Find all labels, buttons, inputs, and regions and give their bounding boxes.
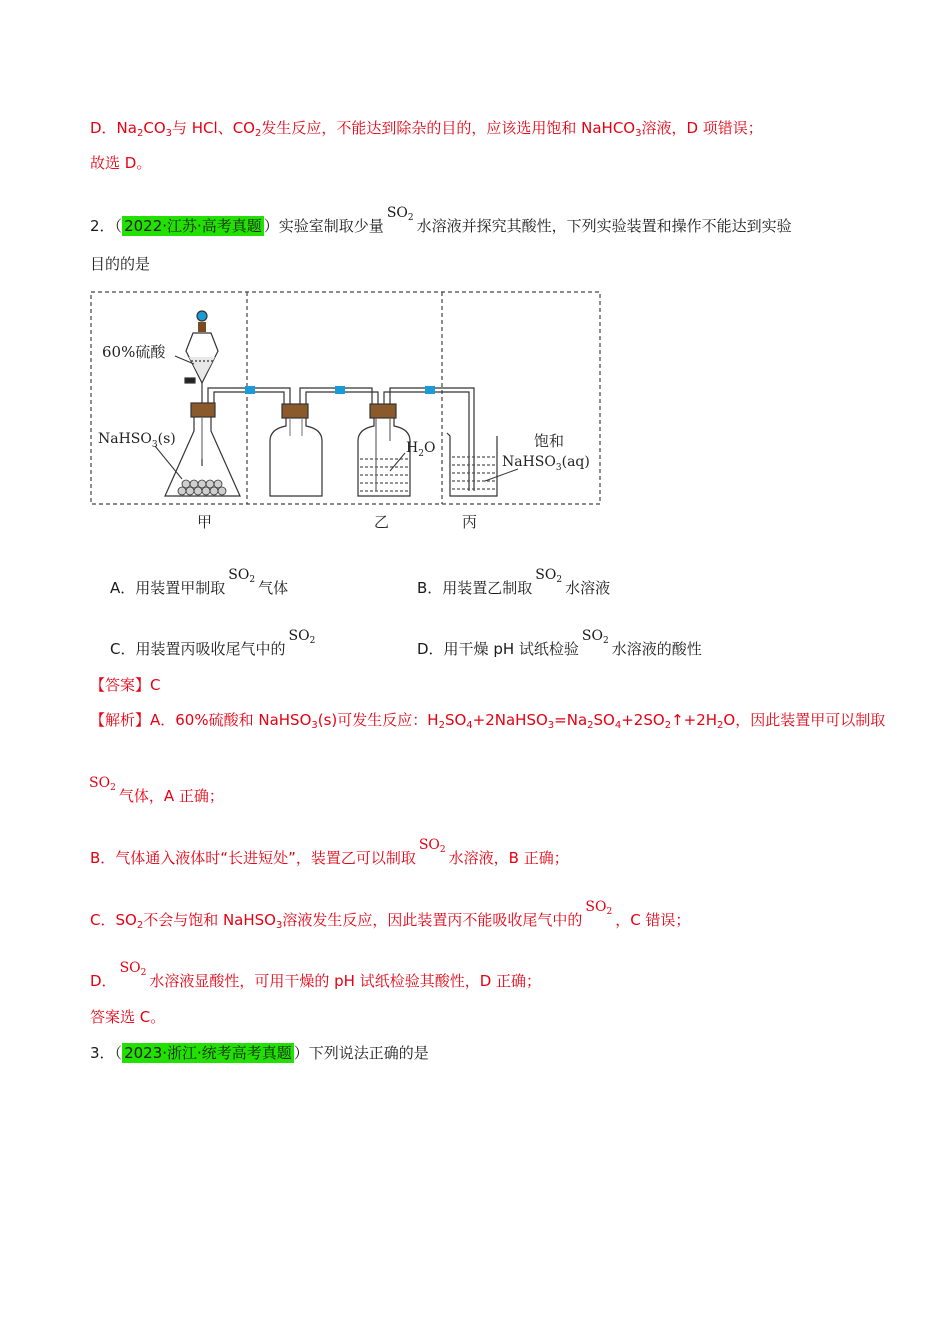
svg-text:NaHSO3(aq): NaHSO$_3$(aq) <box>502 454 590 473</box>
analysis-line3: B．气体通入液体时“长进短处”，装置乙可以制取$SO_2$ 水溶液，B 正确； <box>90 837 569 867</box>
analysis-line5: D．$SO_2$ 水溶液显酸性，可用干燥的 pH 试纸检验其酸性，D 正确； <box>90 960 542 990</box>
option-c: C．用装置丙吸收尾气中的$SO_2$ <box>110 628 316 658</box>
option-d: D．用干燥 pH 试纸检验$SO_2$ 水溶液的酸性 <box>417 628 702 658</box>
option-a: A．用装置甲制取$SO_2$ 气体 <box>110 567 289 597</box>
so2-formula: $SO_2$ <box>581 628 609 646</box>
analysis-line4: C．$SO_2$不会与饱和 NaHSO$_3$溶液发生反应，因此装置丙不能吸收尾气中的$SO_2$ ，C 错误； <box>90 899 691 931</box>
label-yi: 乙 <box>374 513 390 531</box>
empty-bottle <box>270 404 322 496</box>
conical-flask <box>165 403 240 496</box>
analysis-line1: 【解析】A．60%硫酸和 NaHSO$_3$(s)可发生反应：$H_2SO_4+2NaHSO_3=Na_2SO_4+2SO_2↑+2H_2O$，因此装置甲可以制取 <box>90 711 886 731</box>
analysis-line2: $SO_2$ 气体，A 正确； <box>89 775 224 805</box>
apparatus-diagram <box>90 291 602 536</box>
so2-formula: $SO_2$ <box>228 567 256 585</box>
so2-formula: $SO_2$ <box>288 628 316 646</box>
so2-formula: $SO_2$ <box>89 775 116 793</box>
q2-number: 2． <box>90 217 115 235</box>
label-bing: 丙 <box>462 513 478 531</box>
valves <box>245 386 435 394</box>
prev-conclusion: 故选 D。 <box>90 154 152 172</box>
q2-stem-line1: 2．（ 2022·江苏·高考真题 ）实验室制取少量$SO_2$ 水溶液并探究其酸性，下列实验装置和操作不能达到实验 <box>90 205 792 235</box>
svg-text:H2O: $H_2O$ <box>406 440 436 459</box>
so2-formula: $SO_2$ <box>585 899 613 917</box>
analysis-conclusion: 答案选 C。 <box>90 1008 166 1026</box>
q3-stem: 3．（ 2023·浙江·统考高考真题 ）下列说法正确的是 <box>90 1044 429 1062</box>
q3-source-tag: 2023·浙江·统考高考真题 <box>124 1044 292 1062</box>
so2-formula: $SO_2$ <box>535 567 563 585</box>
label-jia: 甲 <box>197 513 213 531</box>
so2-formula: $SO_2$ <box>119 960 147 978</box>
prev-option-d: D．$Na_2CO_3$与 HCl、$CO_2$发生反应，不能达到除杂的目的，应该选用饱和 NaHCO$_3$溶液，D 项错误； <box>90 119 763 139</box>
option-b: B．用装置乙制取$SO_2$ 水溶液 <box>417 567 611 597</box>
water-bottle <box>358 404 410 496</box>
q2-source-tag: 2022·江苏·高考真题 <box>124 217 262 235</box>
svg-text:60%硫酸: 60%硫酸 <box>102 343 166 361</box>
svg-text:饱和: 饱和 <box>534 432 565 450</box>
q2-stem-line2: 目的的是 <box>90 255 151 273</box>
so2-formula: $SO_2$ <box>418 837 446 855</box>
beaker <box>447 433 497 496</box>
so2-formula: $SO_2$ <box>386 205 414 223</box>
q3-number: 3． <box>90 1044 115 1062</box>
svg-text:NaHSO3(s): NaHSO$_3$(s) <box>98 431 176 450</box>
answer: 【答案】C <box>90 676 161 694</box>
